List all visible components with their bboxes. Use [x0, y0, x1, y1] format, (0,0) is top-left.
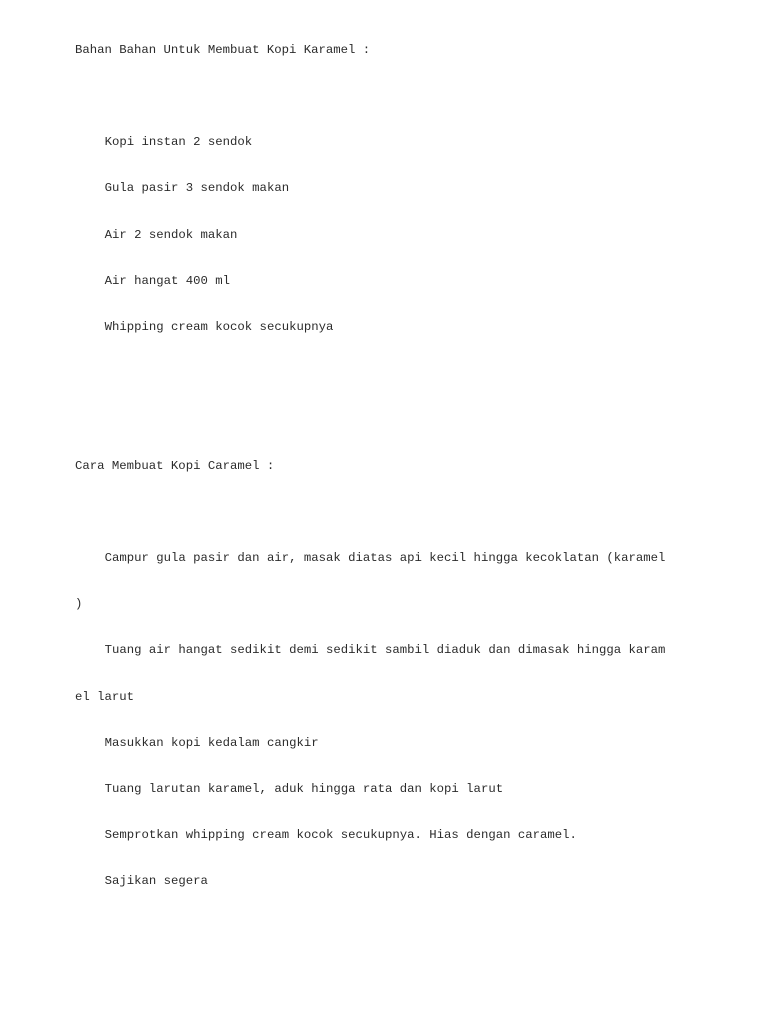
blank-line — [75, 366, 755, 381]
ingredient-item: Whipping cream kocok secukupnya — [104, 320, 334, 335]
recipe-text — [75, 12, 755, 921]
method-step: Tuang larutan karamel, aduk hingga rata dan kopi larut — [104, 782, 504, 797]
blank-line — [75, 89, 755, 104]
method-step-continuation: el larut — [75, 689, 135, 704]
method-step: Sajikan segera — [104, 874, 208, 889]
blank-line — [75, 505, 755, 520]
method-step: Campur gula pasir dan air, masak diatas api kecil hingga kecoklatan (karamel — [104, 551, 666, 566]
ingredient-item: Air 2 sendok makan — [104, 227, 238, 242]
ingredient-item: Gula pasir 3 sendok makan — [104, 181, 290, 196]
method-step: Semprotkan whipping cream kocok secukupnya. Hias dengan caramel. — [104, 828, 577, 843]
ingredient-item: Kopi instan 2 sendok — [104, 135, 253, 150]
method-step: Masukkan kopi kedalam cangkir — [104, 735, 319, 750]
ingredients-heading: Bahan Bahan Untuk Membuat Kopi Karamel : — [75, 42, 371, 57]
method-step-continuation: ) — [75, 597, 83, 612]
method-heading: Cara Membuat Kopi Caramel : — [75, 458, 275, 473]
blank-line — [75, 412, 755, 427]
method-step: Tuang air hangat sedikit demi sedikit sambil diaduk dan dimasak hingga karam — [104, 643, 666, 658]
ingredient-item: Air hangat 400 ml — [104, 273, 231, 288]
